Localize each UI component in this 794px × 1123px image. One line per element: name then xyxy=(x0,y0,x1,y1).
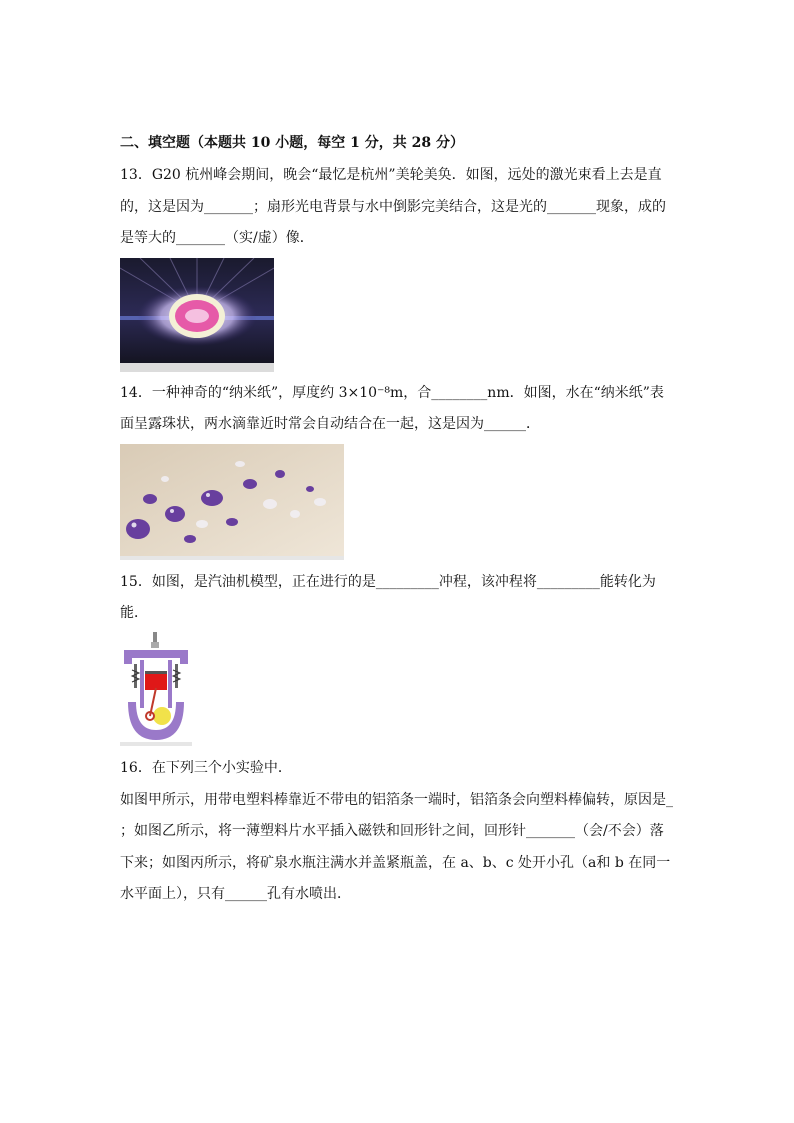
q16-line4: 下来；如图丙所示，将矿泉水瓶注满水并盖紧瓶盖，在 a、b、c 处开小孔（a和 b 在同一 xyxy=(120,855,671,871)
q14-line2: 面呈露珠状，两水滴靠近时常会自动结合在一起，这是因为______． xyxy=(120,416,540,432)
q13-line2: 的，这是因为_______；扇形光电背景与水中倒影完美结合，这是光的_______现象，成的 xyxy=(120,199,666,215)
q14-line1: 14．一种神奇的“纳米纸”，厚度约 3×10⁻⁸m，合________nm．如图，水在“纳米纸”表 xyxy=(120,385,664,401)
q16-line3: ；如图乙所示，将一薄塑料片水平插入磁铁和回形针之间，回形针_______（会/不会）落 xyxy=(120,823,664,839)
q15-line2: 能． xyxy=(120,605,148,621)
q15-line1: 15．如图，是汽油机模型，正在进行的是_________冲程，该冲程将_________能转化为 xyxy=(120,574,656,590)
q15-figure-engine xyxy=(120,630,192,746)
q13-figure-light-show xyxy=(120,258,274,372)
q16-line1: 16．在下列三个小实验中． xyxy=(120,760,292,776)
section-heading: 二、填空题（本题共 10 小题，每空 1 分，共 28 分） xyxy=(120,135,464,151)
q14-figure-water-droplets xyxy=(120,444,344,560)
q13-line3: 是等大的_______（实/虚）像． xyxy=(120,230,314,246)
q16-line5: 水平面上），只有______孔有水喷出． xyxy=(120,886,351,902)
q16-line2: 如图甲所示，用带电塑料棒靠近不带电的铝箔条一端时，铝箔条会向塑料棒偏转，原因是_ xyxy=(120,792,673,808)
q13-line1: 13．G20 杭州峰会期间，晚会“最忆是杭州”美轮美奂．如图，远处的激光束看上去是直 xyxy=(120,167,662,183)
